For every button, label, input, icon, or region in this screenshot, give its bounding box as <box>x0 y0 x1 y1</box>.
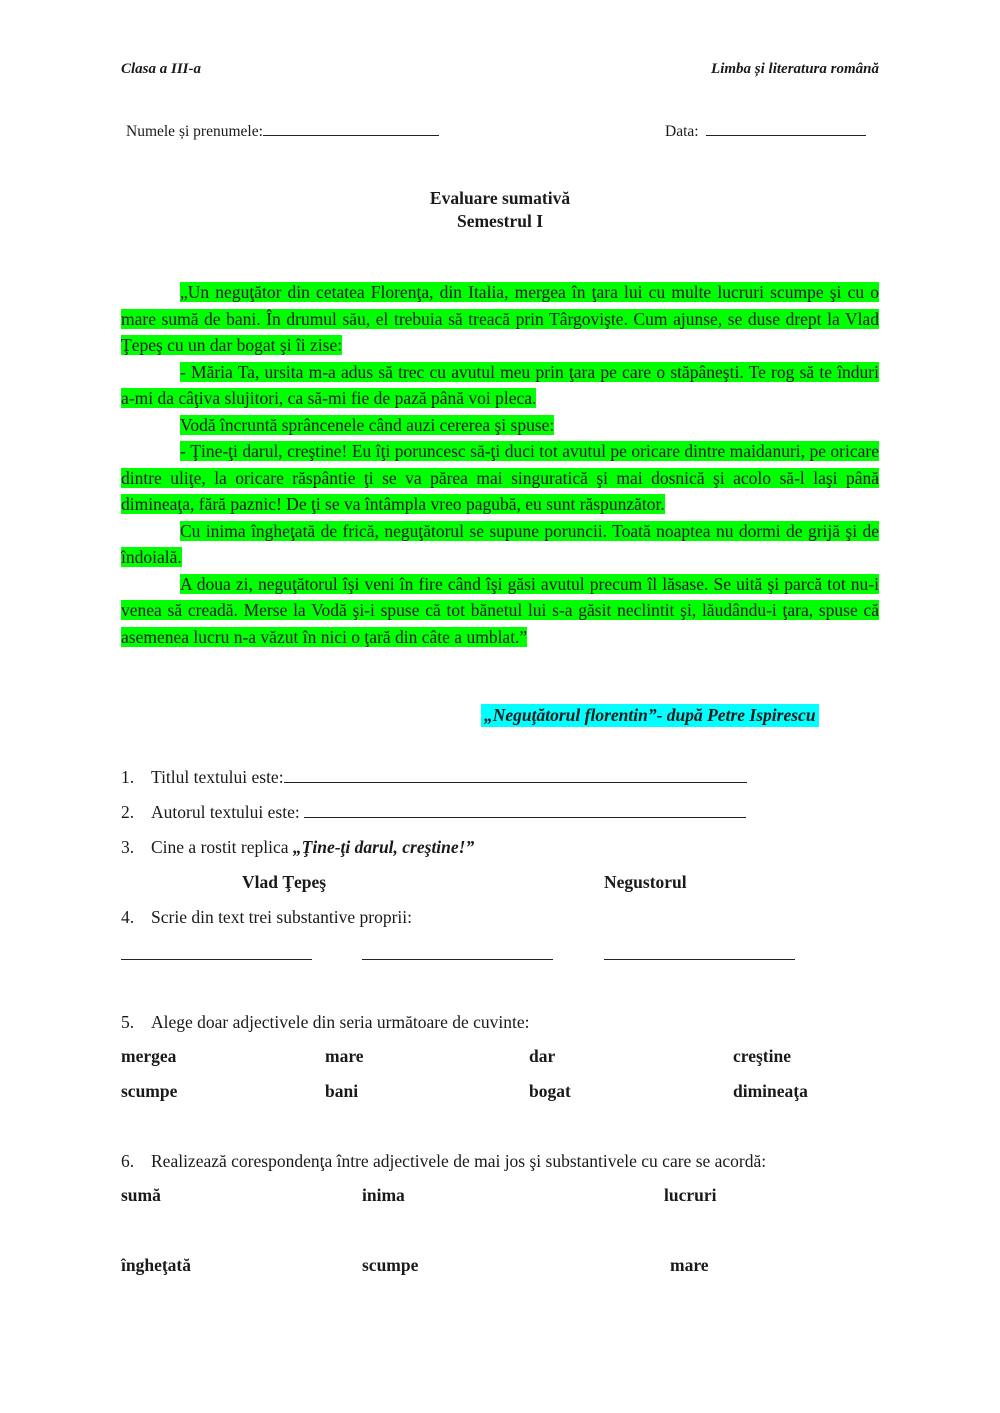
question-6: 6. Realizează corespondenţa între adjectivele de mai jos şi substantivele cu care se acordă: <box>121 1151 767 1171</box>
reading-passage <box>121 279 879 650</box>
question-4: 4. Scrie din text trei substantive proprii: <box>121 907 412 927</box>
question-1: 1. Titlul textului este: <box>121 767 747 788</box>
question-2: 2. Autorul textului este: <box>121 802 746 823</box>
q5-word[interactable]: bani <box>325 1081 359 1101</box>
q5-word[interactable]: mergea <box>121 1046 177 1066</box>
page-subtitle: Semestrul I <box>456 211 544 231</box>
q5-word[interactable]: bogat <box>529 1081 571 1101</box>
subject-label: Limba și literatura română <box>711 61 879 77</box>
date-field[interactable] <box>665 121 866 141</box>
passage-source: „Neguţătorul florentin”- după Petre Ispirescu <box>481 704 819 727</box>
q6-noun[interactable]: sumă <box>121 1185 161 1205</box>
q5-word[interactable]: creştine <box>733 1046 791 1066</box>
q5-word[interactable]: dimineaţa <box>733 1081 808 1101</box>
name-field[interactable] <box>126 121 439 141</box>
q4-answer-blank-1[interactable] <box>121 959 312 960</box>
passage-paragraph: „Un neguţător din cetatea Florenţa, din Italia, mergea în ţara lui cu multe lucruri scumpe şi cu o mare sumă de bani. În drumul său, el trebuia să treacă prin Târgovişte. Cum ajunse, se duse drept la Vlad Ţepeş cu un dar bogat şi îi zise: <box>121 282 879 355</box>
passage-paragraph: Cu inima îngheţată de frică, neguţătorul se supune poruncii. Toată noaptea nu dormi de grijă şi de îndoială. <box>121 520 879 567</box>
page-title: Evaluare sumativă <box>429 188 571 208</box>
passage-paragraph: A doua zi, neguţătorul îşi veni în fire când îşi găsi avutul precum îl lăsase. Se uită şi parcă tot nu-i venea să creadă. Merse la Vodă şi-i spuse că tot bănetul lui s-a găsit neclintit şi, lăudându-i ţara, spuse că asemenea lucru n-a văzut în nici o ţară din câte a umblat.” <box>121 573 879 647</box>
q5-word[interactable]: dar <box>529 1046 556 1066</box>
q5-word[interactable]: mare <box>325 1046 364 1066</box>
q4-answer-blank-2[interactable] <box>362 959 553 960</box>
q3-option-vlad[interactable]: Vlad Ţepeş <box>242 872 327 892</box>
passage-paragraph: Vodă încruntă sprâncenele când auzi cererea şi spuse: <box>180 414 555 435</box>
passage-paragraph: - Ţine-ţi darul, creştine! Eu îţi poruncesc să-ţi duci tot avutul pe oricare dintre maidanuri, pe oricare dintre uliţe, la oricare răspântie ţi se va părea mai singuratică şi mai dosnică şi acolo să-l laşi până dimineaţa, fără paznic! De ţi se va întâmpla vreo pagubă, eu sunt răspunzător. <box>121 441 879 514</box>
q2-answer-blank[interactable] <box>304 803 746 818</box>
q6-adjective[interactable]: îngheţată <box>121 1255 191 1275</box>
class-label: Clasa a III-a <box>121 61 202 77</box>
name-blank[interactable] <box>263 121 439 136</box>
q3-quote: „Ţine-ţi darul, creştine!” <box>292 837 475 857</box>
q5-word[interactable]: scumpe <box>121 1081 178 1101</box>
q6-adjective[interactable]: mare <box>670 1255 709 1275</box>
q6-noun[interactable]: lucruri <box>664 1185 717 1205</box>
q6-adjective[interactable]: scumpe <box>362 1255 419 1275</box>
q1-answer-blank[interactable] <box>284 768 747 783</box>
passage-paragraph: - Măria Ta, ursita m-a adus să trec cu avutul meu prin ţara pe care o stăpâneşti. Te rog să te înduri a-mi da câţiva slujitori, ca să-mi fie de pază până voi pleca. <box>121 361 879 408</box>
q4-answer-blank-3[interactable] <box>604 959 795 960</box>
q6-noun[interactable]: inima <box>362 1185 405 1205</box>
question-3: 3. Cine a rostit replica „Ţine-ţi darul, creştine!” <box>121 837 475 857</box>
q3-option-negustor[interactable]: Negustorul <box>604 872 687 892</box>
question-5: 5. Alege doar adjectivele din seria următoare de cuvinte: <box>121 1012 530 1032</box>
date-blank[interactable] <box>706 121 866 136</box>
date-label: Data: <box>665 123 699 140</box>
name-label: Numele și prenumele: <box>126 123 263 140</box>
